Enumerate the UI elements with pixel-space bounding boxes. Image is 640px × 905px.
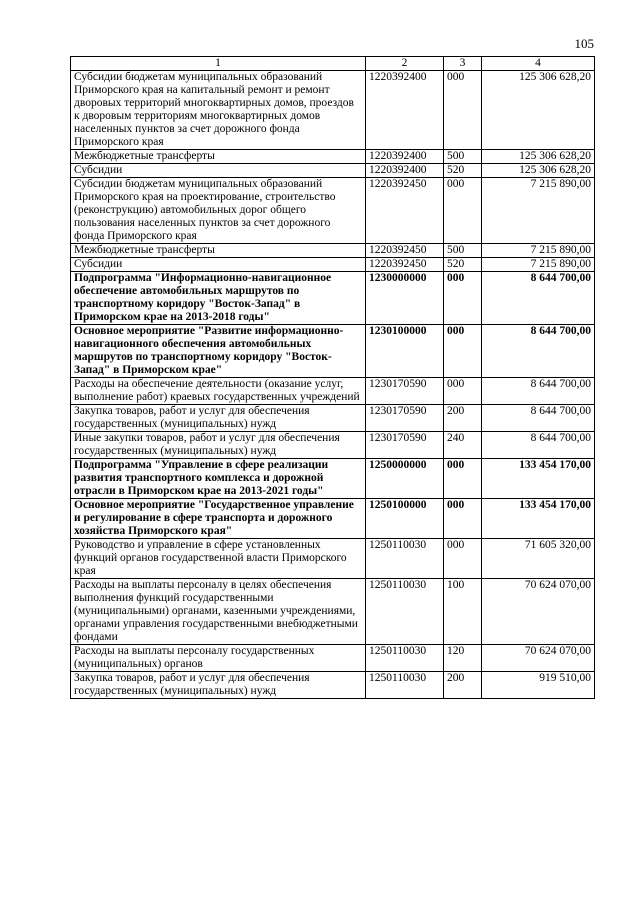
row-code: 1230000000 (366, 272, 444, 325)
row-code: 1220392450 (366, 178, 444, 244)
row-name: Закупка товаров, работ и услуг для обеспечения государственных (муниципальных) нужд (71, 672, 366, 699)
header-col-3: 3 (444, 57, 482, 71)
row-amount: 8 644 700,00 (482, 272, 595, 325)
row-expense-type: 200 (444, 672, 482, 699)
table-row (71, 272, 595, 325)
row-code: 1250000000 (366, 459, 444, 499)
table-row (71, 258, 595, 272)
row-name: Субсидии (71, 258, 366, 272)
table-row (71, 645, 595, 672)
row-code: 1220392450 (366, 244, 444, 258)
row-amount: 919 510,00 (482, 672, 595, 699)
row-expense-type: 000 (444, 178, 482, 244)
header-col-2: 2 (366, 57, 444, 71)
row-expense-type: 500 (444, 244, 482, 258)
table-row (71, 405, 595, 432)
row-expense-type: 200 (444, 405, 482, 432)
row-expense-type: 000 (444, 499, 482, 539)
row-amount: 70 624 070,00 (482, 579, 595, 645)
table-row (71, 539, 595, 579)
row-code: 1250110030 (366, 645, 444, 672)
row-amount: 133 454 170,00 (482, 459, 595, 499)
table-body (71, 71, 595, 699)
table-row (71, 499, 595, 539)
row-name: Межбюджетные трансферты (71, 150, 366, 164)
row-code: 1230170590 (366, 378, 444, 405)
row-name: Закупка товаров, работ и услуг для обеспечения государственных (муниципальных) нужд (71, 405, 366, 432)
row-amount: 133 454 170,00 (482, 499, 595, 539)
row-expense-type: 520 (444, 164, 482, 178)
row-amount: 7 215 890,00 (482, 178, 595, 244)
row-expense-type: 100 (444, 579, 482, 645)
row-name: Межбюджетные трансферты (71, 244, 366, 258)
row-name: Иные закупки товаров, работ и услуг для обеспечения государственных (муниципальных) нужд (71, 432, 366, 459)
table-row (71, 244, 595, 258)
row-name: Руководство и управление в сфере установленных функций органов государственной власти Приморского края (71, 539, 366, 579)
table-row (71, 71, 595, 150)
row-expense-type: 000 (444, 325, 482, 378)
table-row (71, 432, 595, 459)
row-name: Подпрограмма "Управление в сфере реализации развития транспортного комплекса и дорожной отрасли в Приморском крае на 2013-2021 годы" (71, 459, 366, 499)
row-amount: 71 605 320,00 (482, 539, 595, 579)
row-amount: 8 644 700,00 (482, 378, 595, 405)
row-amount: 7 215 890,00 (482, 244, 595, 258)
row-expense-type: 000 (444, 378, 482, 405)
row-name: Субсидии бюджетам муниципальных образований Приморского края на капитальный ремонт и ремонт дворовых территорий многоквартирных домов, проездов к дворовым территориям многоквартирных домов населенных пунктов за счет дорожного фонда Приморского края (71, 71, 366, 150)
row-expense-type: 000 (444, 71, 482, 150)
table-row (71, 178, 595, 244)
row-expense-type: 240 (444, 432, 482, 459)
row-amount: 8 644 700,00 (482, 432, 595, 459)
row-code: 1250110030 (366, 672, 444, 699)
row-name: Подпрограмма "Информационно-навигационное обеспечение автомобильных маршрутов по транспортному коридору "Восток-Запад" в Приморском крае на 2013-2018 годы" (71, 272, 366, 325)
row-amount: 8 644 700,00 (482, 405, 595, 432)
row-code: 1250110030 (366, 539, 444, 579)
table-row (71, 672, 595, 699)
row-amount: 125 306 628,20 (482, 71, 595, 150)
row-expense-type: 000 (444, 272, 482, 325)
row-name: Расходы на выплаты персоналу государственных (муниципальных) органов (71, 645, 366, 672)
row-name: Основное мероприятие "Государственное управление и регулирование в сфере транспорта и дорожного хозяйства Приморского края" (71, 499, 366, 539)
row-code: 1220392400 (366, 71, 444, 150)
row-code: 1230170590 (366, 432, 444, 459)
budget-table (70, 56, 595, 699)
table-row (71, 378, 595, 405)
row-expense-type: 000 (444, 539, 482, 579)
table-row (71, 579, 595, 645)
row-amount: 8 644 700,00 (482, 325, 595, 378)
row-code: 1220392400 (366, 150, 444, 164)
row-expense-type: 000 (444, 459, 482, 499)
table-row (71, 459, 595, 499)
table-row (71, 150, 595, 164)
row-expense-type: 120 (444, 645, 482, 672)
row-expense-type: 500 (444, 150, 482, 164)
row-amount: 125 306 628,20 (482, 164, 595, 178)
row-code: 1230170590 (366, 405, 444, 432)
row-code: 1220392450 (366, 258, 444, 272)
table-row (71, 164, 595, 178)
row-expense-type: 520 (444, 258, 482, 272)
row-amount: 125 306 628,20 (482, 150, 595, 164)
row-name: Субсидии (71, 164, 366, 178)
row-amount: 7 215 890,00 (482, 258, 595, 272)
row-code: 1250100000 (366, 499, 444, 539)
row-name: Основное мероприятие "Развитие информационно-навигационного обеспечения автомобильных маршрутов по транспортному коридору "Восток-Запад" в Приморском крае" (71, 325, 366, 378)
header-col-4: 4 (482, 57, 595, 71)
row-name: Субсидии бюджетам муниципальных образований Приморского края на проектирование, строительство (реконструкцию) автомобильных дорог общего пользования населенных пунктов за счет дорожного фонда Приморского края (71, 178, 366, 244)
row-code: 1250110030 (366, 579, 444, 645)
header-row (71, 57, 595, 71)
row-code: 1220392400 (366, 164, 444, 178)
table-row (71, 325, 595, 378)
row-name: Расходы на выплаты персоналу в целях обеспечения выполнения функций государственными (муниципальными) органами, казенными учреждениями, органами управления государственными внебюджетными фондами (71, 579, 366, 645)
row-amount: 70 624 070,00 (482, 645, 595, 672)
page-number: 105 (574, 36, 594, 51)
header-col-1: 1 (71, 57, 366, 71)
row-code: 1230100000 (366, 325, 444, 378)
row-name: Расходы на обеспечение деятельности (оказание услуг, выполнение работ) краевых государственных учреждений (71, 378, 366, 405)
